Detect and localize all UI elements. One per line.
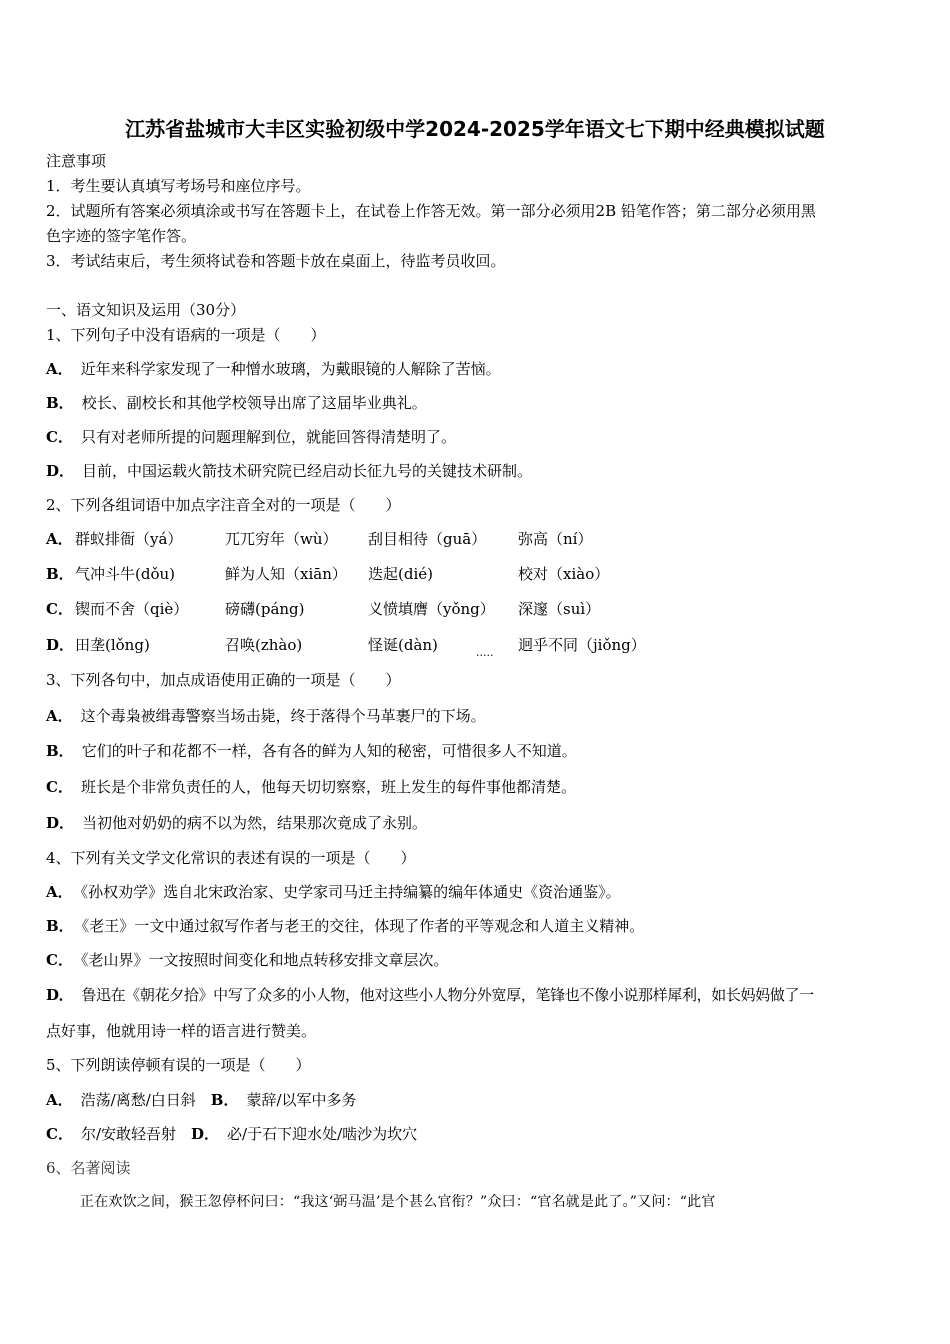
q1-option-a bbox=[46, 359, 501, 379]
option-text: 这个毒枭被缉毒警察当场击毙，终于落得个马革裹尸的下场。 bbox=[80, 707, 486, 725]
document-title: 江苏省盐城市大丰区实验初级中学2024-2025学年语文七下期中经典模拟试题 bbox=[125, 117, 825, 141]
q2-word-item: 义愤填膺（yǒng） bbox=[368, 600, 495, 618]
q2-word-item: 群蚁排衙（yá） bbox=[75, 530, 183, 548]
emphasis-dots: ..... bbox=[476, 646, 494, 659]
option-label: B． bbox=[210, 1091, 239, 1109]
q2-word-item: 召唤(zhào) bbox=[225, 636, 303, 654]
option-label: D． bbox=[46, 636, 75, 654]
q2-word-item: 磅礴(páng) bbox=[225, 600, 305, 618]
option-label: C． bbox=[46, 600, 73, 618]
q2-word-item: 弥高（ní） bbox=[518, 530, 593, 548]
option-text: 只有对老师所提的问题理解到位，就能回答得清楚明了。 bbox=[80, 428, 456, 446]
option-text: 《老王》一文中通过叙写作者与老王的交往，体现了作者的平等观念和人道主义精神。 bbox=[81, 917, 645, 935]
notice-item: 1．考生要认真填写考场号和座位序号。 bbox=[46, 177, 311, 195]
q3-option-d bbox=[46, 813, 427, 833]
option-text: 《老山界》一文按照时间变化和地点转移安排文章层次。 bbox=[80, 951, 449, 969]
option-text: 校长、副校长和其他学校领导出席了这届毕业典礼。 bbox=[81, 394, 427, 412]
option-text: 尔/安敢轻吾射 bbox=[80, 1125, 177, 1143]
q5-row bbox=[46, 1124, 417, 1144]
q2-word-item: 田垄(lǒng) bbox=[75, 636, 150, 654]
q2-word-item: 刮目相待（guā） bbox=[368, 530, 487, 548]
q5-row bbox=[46, 1090, 357, 1110]
option-text: 当初他对奶奶的病不以为然，结果那次竟成了永别。 bbox=[82, 814, 428, 832]
option-label: C． bbox=[46, 951, 73, 969]
option-label: D． bbox=[191, 1125, 220, 1143]
q2-word-item: 鲜为人知（xiān） bbox=[225, 565, 347, 583]
option-label: C． bbox=[46, 1125, 73, 1143]
option-label: B． bbox=[46, 394, 74, 412]
option-text: 目前，中国运载火箭技术研究院已经启动长征九号的关键技术研制。 bbox=[82, 462, 533, 480]
notice-item: 色字迹的签字笔作答。 bbox=[46, 227, 197, 245]
question-1-stem: 1、下列句子中没有语病的一项是（ ） bbox=[46, 326, 326, 344]
q2-word-item: 迭起(dié) bbox=[368, 565, 433, 583]
option-label: D． bbox=[46, 462, 75, 480]
option-label: B． bbox=[46, 742, 74, 760]
question-5-stem: 5、下列朗读停顿有误的一项是（ ） bbox=[46, 1056, 311, 1074]
option-text: 必/于石下迎水处/啮沙为坎穴 bbox=[227, 1125, 418, 1143]
notice-heading: 注意事项 bbox=[46, 152, 107, 170]
q2-word-item: 深邃（suì） bbox=[518, 600, 601, 618]
q2-word-item: 气冲斗牛(dǒu) bbox=[75, 565, 175, 583]
q2-word-item: 兀兀穷年（wù） bbox=[225, 530, 338, 548]
q4-option-c bbox=[46, 950, 448, 970]
q4-option-a bbox=[46, 882, 621, 902]
option-label: C． bbox=[46, 778, 73, 796]
q4-option-d-cont: 点好事，他就用诗一样的语言进行赞美。 bbox=[46, 1022, 317, 1040]
option-label: A． bbox=[46, 707, 73, 725]
reading-passage: 正在欢饮之间，猴王忽停杯问曰：“我这‘弼马温’是个甚么官衔？”众曰：“官名就是此了。”又问：“此官 bbox=[80, 1194, 716, 1210]
question-3-stem: 3、下列各句中，加点成语使用正确的一项是（ ） bbox=[46, 671, 401, 689]
option-text: 蒙辞/以军中多务 bbox=[246, 1091, 357, 1109]
q2-word-item: 迥乎不同（jiǒng） bbox=[518, 636, 646, 654]
q2-word-item: 怪诞(dàn) bbox=[368, 636, 438, 654]
option-text: 班长是个非常负责任的人，他每天切切察察，班上发生的每件事他都清楚。 bbox=[80, 778, 576, 796]
option-label: C． bbox=[46, 428, 73, 446]
option-label: A． bbox=[46, 883, 73, 901]
question-4-stem: 4、下列有关文学文化常识的表述有误的一项是（ ） bbox=[46, 849, 416, 867]
q1-option-d bbox=[46, 461, 532, 481]
option-label: A． bbox=[46, 1091, 73, 1109]
option-label: A． bbox=[46, 530, 73, 548]
section-heading: 一、语文知识及运用（30分） bbox=[46, 301, 246, 319]
q3-option-a bbox=[46, 706, 486, 726]
option-text: 它们的叶子和花都不一样，各有各的鲜为人知的秘密，可惜很多人不知道。 bbox=[81, 742, 577, 760]
q3-option-b bbox=[46, 741, 577, 761]
notice-item: 2．试题所有答案必须填涂或书写在答题卡上，在试卷上作答无效。第一部分必须用2B 铅笔作答；第二部分必须用黑 bbox=[46, 202, 816, 220]
q4-option-b bbox=[46, 916, 644, 936]
q1-option-b bbox=[46, 393, 427, 413]
q2-word-item: 锲而不舍（qiè） bbox=[75, 600, 189, 618]
q2-word-item: 校对（xiào） bbox=[518, 565, 610, 583]
q3-option-c bbox=[46, 777, 576, 797]
option-label: D． bbox=[46, 814, 75, 832]
option-text: 浩荡/离愁/白日斜 bbox=[80, 1091, 196, 1109]
question-6-stem: 6、名著阅读 bbox=[46, 1159, 131, 1177]
q1-option-c bbox=[46, 427, 456, 447]
option-label: B． bbox=[46, 565, 74, 583]
question-2-stem: 2、下列各组词语中加点字注音全对的一项是（ ） bbox=[46, 496, 401, 514]
notice-item: 3．考试结束后，考生须将试卷和答题卡放在桌面上，待监考员收回。 bbox=[46, 252, 506, 270]
option-text: 近年来科学家发现了一种憎水玻璃，为戴眼镜的人解除了苦恼。 bbox=[80, 360, 501, 378]
option-label: B． bbox=[46, 917, 74, 935]
option-text: 鲁迅在《朝花夕拾》中写了众多的小人物，他对这些小人物分外宽厚，笔锋也不像小说那样犀利，如长妈妈做了一 bbox=[81, 986, 814, 1004]
option-label: D． bbox=[46, 986, 74, 1004]
option-label: A． bbox=[46, 360, 73, 378]
option-text: 《孙权劝学》选自北宋政治家、史学家司马迁主持编纂的编年体通史《资治通鉴》。 bbox=[80, 883, 621, 901]
q4-option-d bbox=[46, 985, 814, 1005]
